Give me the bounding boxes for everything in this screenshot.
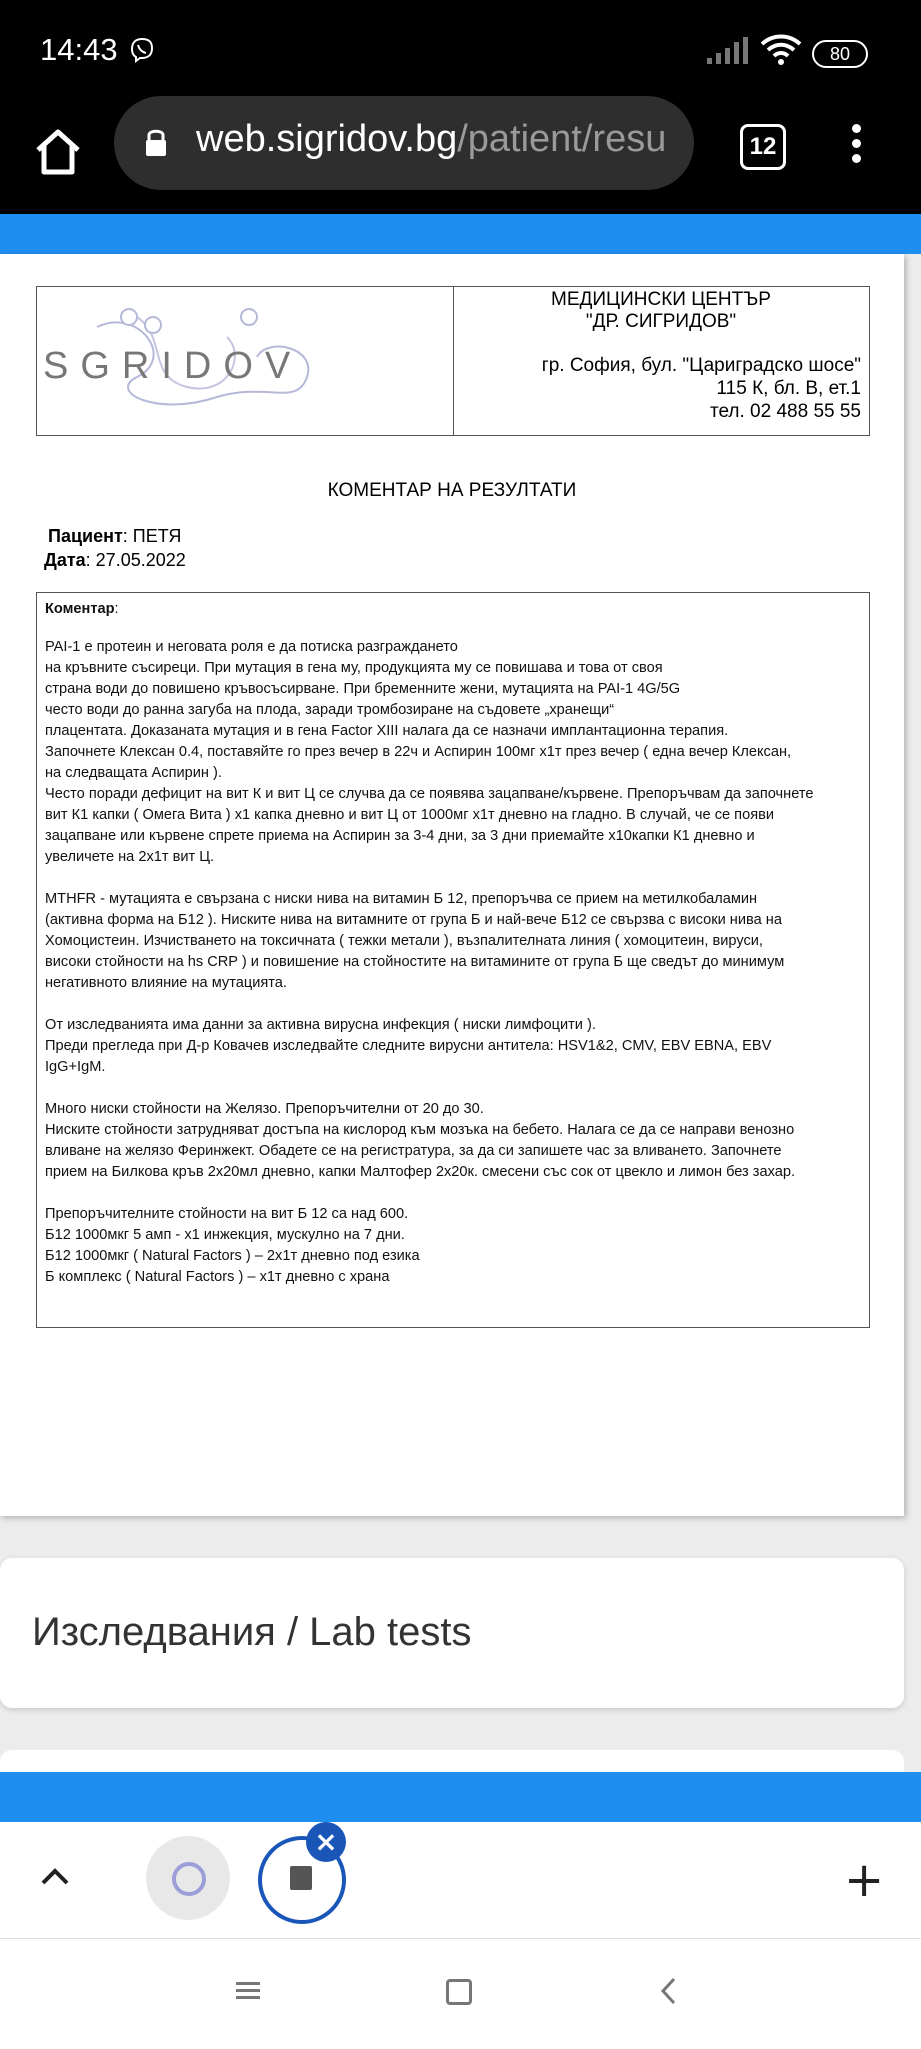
comment-line: зацапване или кървене спрете приема на Аспирин за 3-4 дни, за 3 дни приемайте х10капки К1 дневно и [45, 828, 755, 844]
clinic-info [453, 287, 869, 435]
patient-name: : ПЕТЯ [122, 526, 182, 546]
url-path: /patient/resu [457, 118, 667, 160]
plus-icon[interactable]: + [844, 1852, 885, 1908]
comment-line: Б12 1000мкг 5 амп - х1 инжекция, мускулно на 7 дни. [45, 1227, 405, 1243]
comment-line: Много ниски стойности на Желязо. Препоръчителни от 20 до 30. [45, 1101, 484, 1117]
signal-icon [705, 36, 751, 66]
page-top-band [0, 214, 921, 254]
url-domain: web.sigridov.bg [196, 118, 458, 160]
comment-line: PAI-1 е протеин и неговата роля е да потиска разграждането [45, 639, 458, 655]
comment-line: (активна форма на Б12 ). Ниските нива на витамните от група Б и най-вече Б12 се свързва с високи нива на [45, 912, 782, 928]
comment-line: вливане на желязо Феринжект. Обадете се на регистратура, за да си запишете час за вливането. Започнете [45, 1143, 782, 1159]
comment-line: Препоръчителните стойности на вит Б 12 са над 600. [45, 1206, 409, 1222]
home-icon[interactable] [30, 124, 86, 180]
tab-strip [0, 1822, 921, 1938]
more-vert-icon[interactable] [848, 120, 864, 170]
clinic-name-line2: "ДР. СИГРИДОВ" [585, 311, 737, 332]
comment-line: От изследванията има данни за активна вирусна инфекция ( ниски лимфоцити ). [45, 1017, 596, 1033]
document-page [0, 254, 904, 1516]
lab-tests-title: Изследвания / Lab tests [32, 1610, 472, 1654]
page-bottom-band [0, 1772, 921, 1822]
comment-line: Б12 1000мкг ( Natural Factors ) – 2х1т дневно под езика [45, 1248, 420, 1264]
battery-icon: 80 [812, 40, 868, 68]
logo-cell [37, 287, 454, 435]
lock-icon [144, 126, 168, 158]
close-icon[interactable]: × [306, 1822, 346, 1862]
comment-line: Често поради дефицит на вит К и вит Ц се случва да се появява зацапване/кървене. Препоръчвам да започнете [45, 786, 814, 802]
clinic-name-line1: МЕДИЦИНСКИ ЦЕНТЪР [551, 289, 771, 310]
tab-thumbnail-inactive[interactable] [146, 1836, 230, 1920]
comment-line: вит К1 капки ( Омега Вита ) х1 капка дневно и вит Ц от 1000мг х1т дневно на гладно. В случай, че се появи [45, 807, 775, 823]
status-bar [0, 0, 921, 104]
comment-line: Преди прегледа при Д-р Ковачев изследвайте следните вирусни антитела: HSV1&2, CMV, EBV EBNA, EBV [45, 1038, 772, 1054]
comment-line: негативното влияние на мутацията. [45, 975, 287, 991]
comment-line: често води до ранна загуба на плода, заради тромбозиране на съдовете „хранещи“ [45, 702, 615, 718]
status-time: 14:43 [40, 32, 118, 67]
tab-thumbnail-icon [290, 1866, 312, 1890]
tab-switcher-button[interactable]: 12 [740, 124, 786, 170]
back-icon[interactable] [660, 1977, 676, 2005]
chevron-up-icon[interactable] [40, 1866, 70, 1886]
url-text[interactable] [196, 118, 686, 161]
date-row [44, 550, 186, 571]
comment-line: страна води до повишено кръвосъсирване. При бременните жени, мутацията на PAI-1 4G/5G [45, 681, 681, 697]
clinic-phone: тел. 02 488 55 55 [709, 401, 861, 422]
document-title: КОМЕНТАР НА РЕЗУЛТАТИ [327, 480, 577, 501]
date-value: : 27.05.2022 [85, 550, 186, 570]
url-bar[interactable] [114, 96, 694, 190]
comment-line: на следващата Аспирин ). [45, 765, 222, 781]
system-nav-bar [0, 1938, 921, 2049]
comment-line: високи стойности на hs CRP ) и повишение на стойностите на витамините от група Б ще сведът до минимум [45, 954, 785, 970]
recents-icon[interactable] [236, 1981, 260, 2001]
tab-favicon-icon [172, 1862, 206, 1896]
comment-line: Ниските стойности затрудняват достъпа на кислород към мозъка на бебето. Налага се да се направи венозно [45, 1122, 795, 1138]
comment-line: MTHFR - мутацията е свързана с ниски нива на витамин Б 12, препоръчва се прием на метилкобаламин [45, 891, 758, 907]
logo-text: SGRIDOV [43, 345, 303, 387]
address-line2: 115 К, бл. В, ет.1 [716, 378, 861, 399]
viber-icon [128, 36, 156, 64]
address-line1: гр. София, бул. "Цариградско шосе" [541, 355, 861, 376]
comment-line: увеличете на 2х1т вит Ц. [45, 849, 215, 865]
comment-line: Хомоцистеин. Изчистването на токсичната ( тежки метали ), възпалителната линия ( хомоцитеин, вируси, [45, 933, 763, 949]
patient-label: Пациент [48, 526, 123, 546]
lab-tests-card[interactable] [0, 1558, 904, 1708]
comment-line: на кръвните съсиреци. При мутация в гена му, продукцията му се повишава и това от своя [45, 660, 663, 676]
date-label: Дата [44, 550, 86, 570]
comment-line: плацентата. Доказаната мутация и в гена Factor XIII налага да се назначи имплантационна терапия. [45, 723, 729, 739]
patient-row [48, 526, 181, 547]
wifi-icon [760, 32, 802, 66]
comment-box [36, 592, 870, 1328]
comment-line: Започнете Клексан 0.4, поставяйте го през вечер в 22ч и Аспирин 100мг х1т през вечер ( една вечер Клексан, [45, 744, 792, 760]
comment-line: IgG+IgM. [45, 1059, 106, 1075]
comment-line: Б комплекс ( Natural Factors ) – х1т дневно с храна [45, 1269, 390, 1285]
letterhead [36, 286, 870, 436]
comment-heading: Коментар: [45, 601, 119, 617]
home-icon[interactable] [446, 1979, 472, 2005]
comment-line: прием на Билкова кръв 2х20мл дневно, капки Малтофер 2х20к. смесени със сок от цвекло и лимон без захар. [45, 1164, 796, 1180]
